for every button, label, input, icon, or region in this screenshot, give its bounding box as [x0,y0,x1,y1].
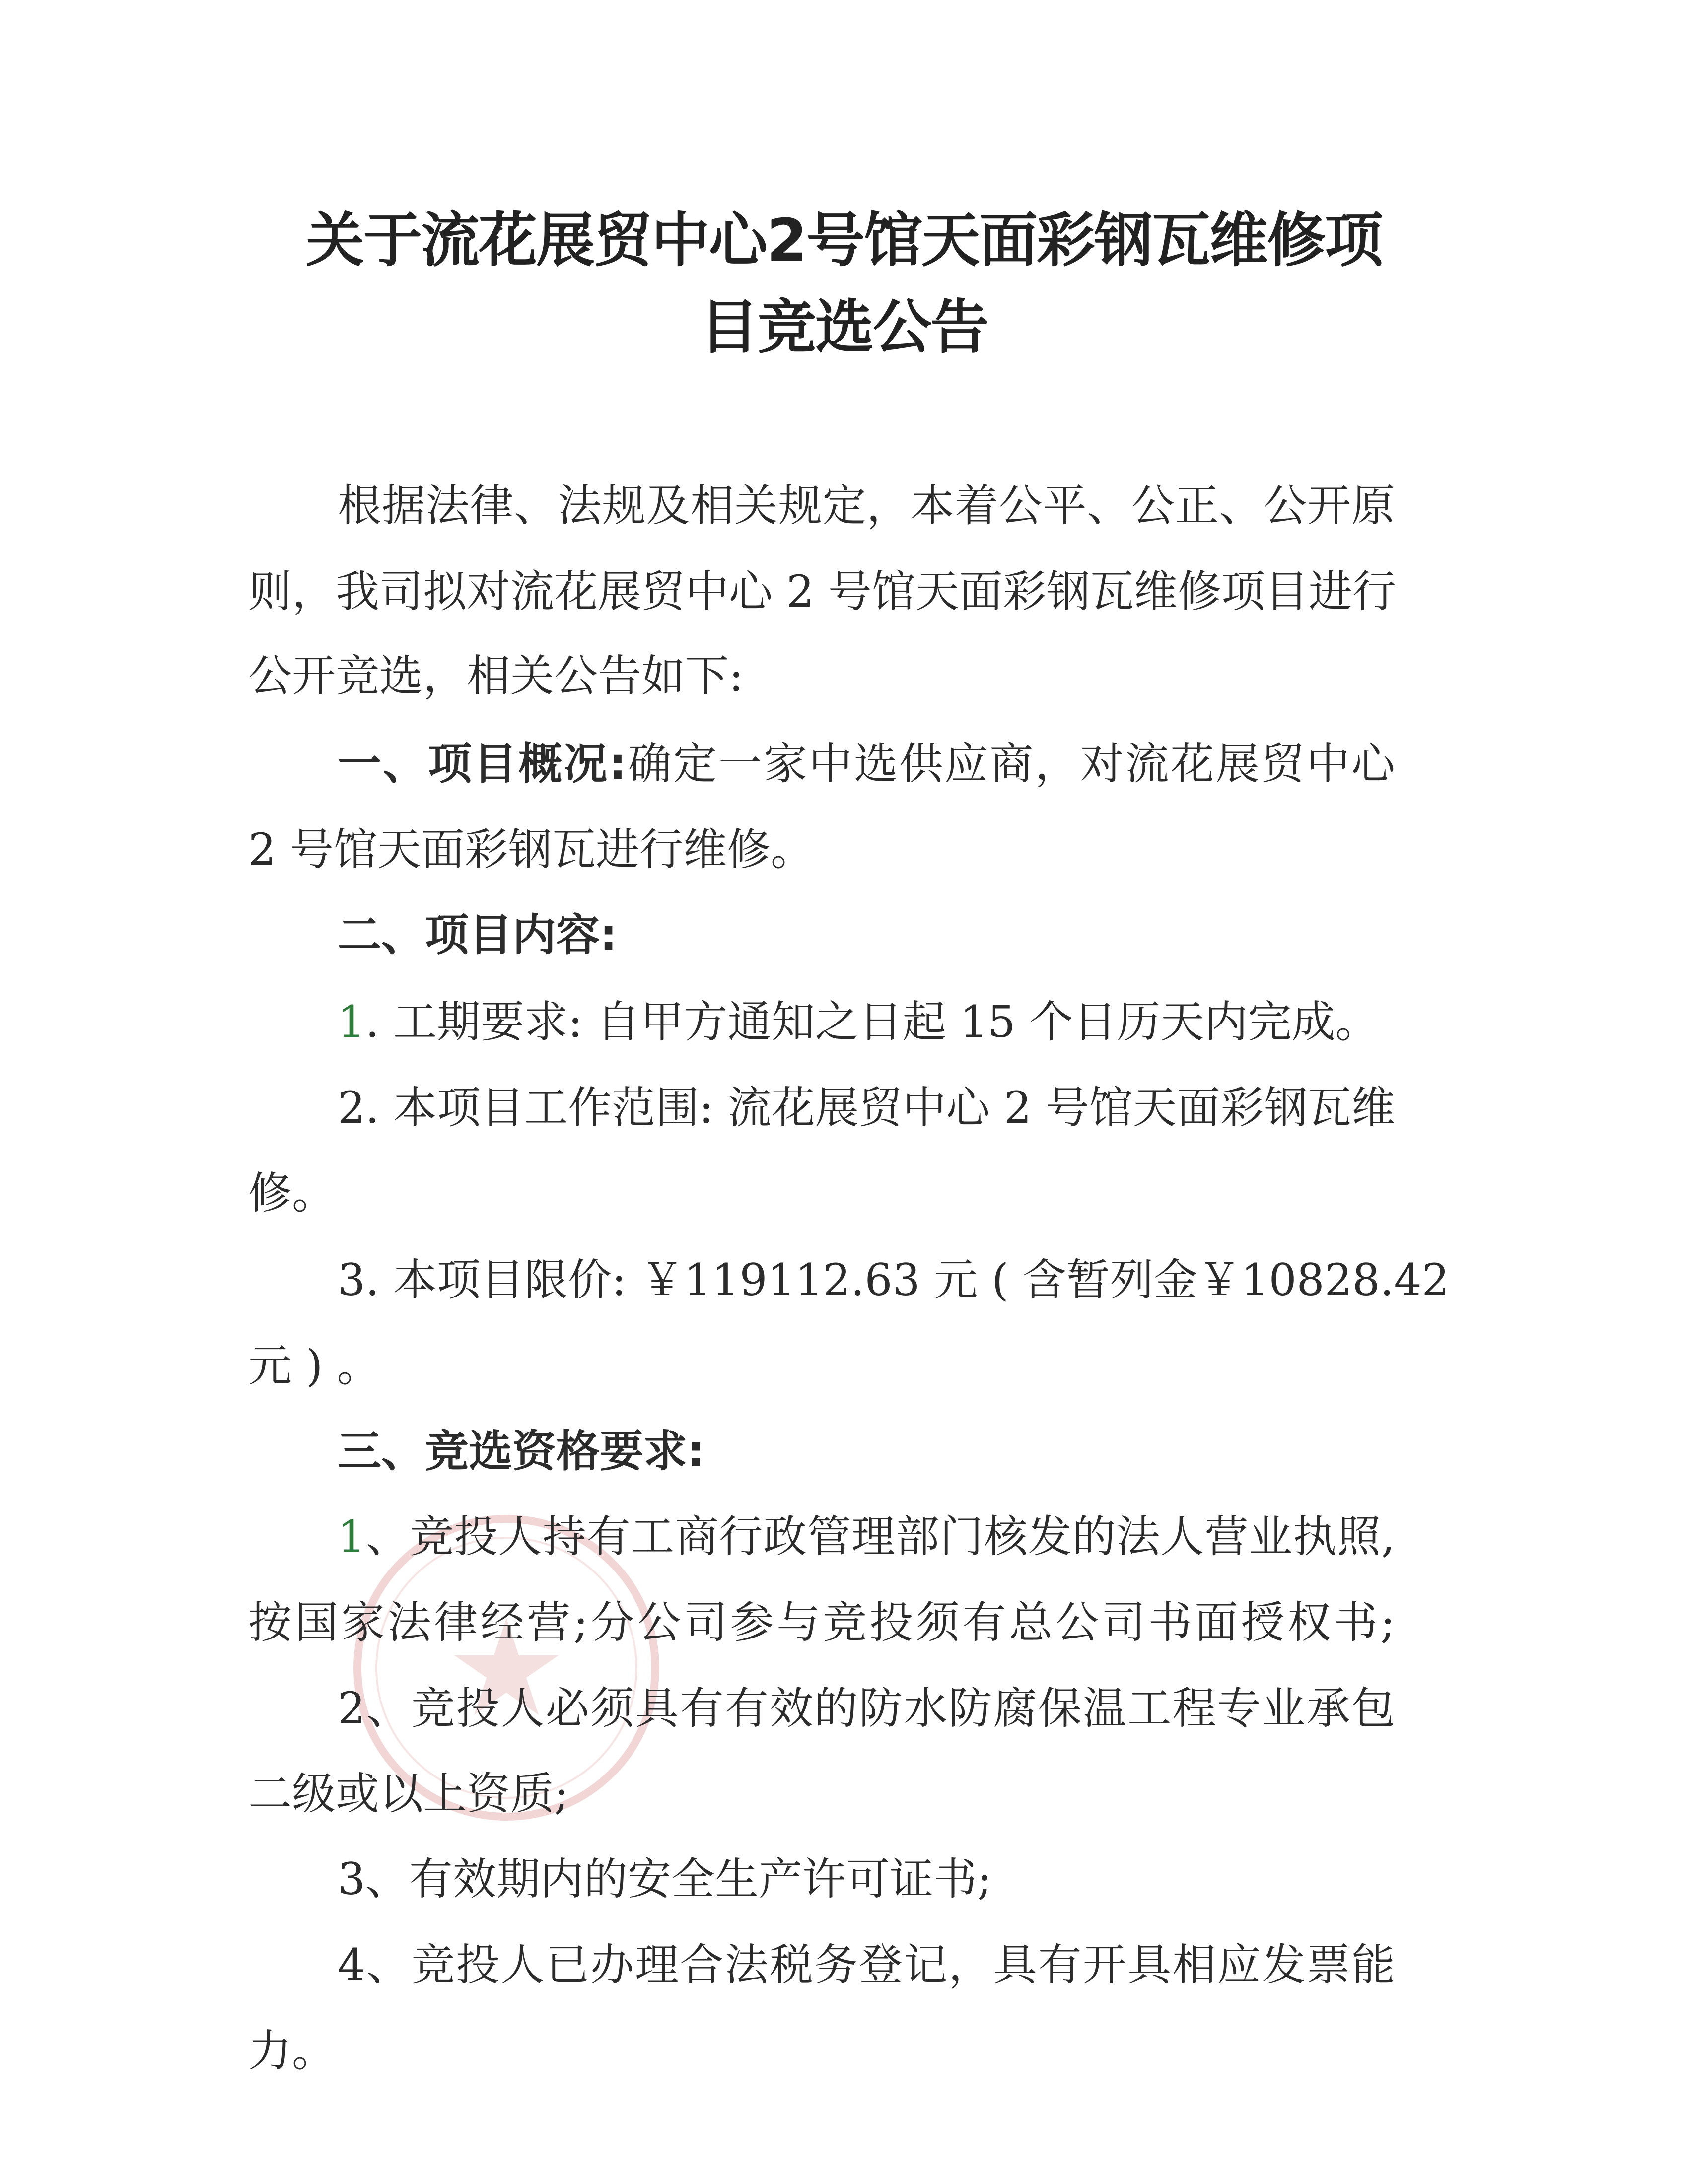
section-3-item-1-line-1 [338,1511,1395,1562]
section-2-item-1 [338,996,1395,1047]
section-2-heading: 二、项目内容: [338,909,618,960]
section-1-text: 确定一家中选供应商，对流花展贸中心 [626,738,1395,789]
section-3-item-2-line-1: 2、竞投人必须具有有效的防水防腐保温工程专业承包 [338,1683,1395,1734]
section-3-item-1-text: 、竞投人持有工商行政管理部门核发的法人营业执照, [365,1511,1395,1562]
section-2-item-2-line-2: 修。 [248,1167,336,1219]
section-2-item-1-number: 1 [338,996,365,1047]
section-3-item-1-number: 1 [338,1511,365,1562]
section-2-item-3-line-2: 元 ) 。 [248,1340,381,1391]
section-3-item-1-line-2: 按国家法律经营;分公司参与竞投须有总公司书面授权书; [248,1597,1395,1648]
section-3-item-4-line-1: 4、竞投人已办理合法税务登记，具有开具相应发票能 [338,1939,1395,1990]
section-1-heading: 一、项目概况: [338,738,627,789]
section-2-item-1-text: . 工期要求: 自甲方通知之日起 15 个日历天内完成。 [365,996,1379,1047]
section-3-item-3: 3、有效期内的安全生产许可证书; [338,1853,992,1905]
document-title-line-1: 关于流花展贸中心2号馆天面彩钢瓦维修项 [305,206,1383,274]
section-3-item-4-line-2: 力。 [248,2025,336,2076]
intro-paragraph-line-3: 公开竞选，相关公告如下: [248,650,744,701]
document-title-line-2: 目竞选公告 [700,293,988,361]
section-2-item-2-line-1: 2. 本项目工作范围: 流花展贸中心 2 号馆天面彩钢瓦维 [338,1082,1395,1133]
section-3-item-2-line-2: 二级或以上资质; [248,1768,569,1819]
section-1-line-1 [338,738,1395,789]
section-3-heading: 三、竞选资格要求: [338,1426,705,1477]
section-1-line-2: 2 号馆天面彩钢瓦进行维修。 [248,824,814,875]
intro-paragraph-line-1: 根据法律、法规及相关规定，本着公平、公正、公开原 [338,480,1395,531]
intro-paragraph-line-2: 则，我司拟对流花展贸中心 2 号馆天面彩钢瓦维修项目进行 [248,566,1396,617]
section-2-item-3-line-1: 3. 本项目限价: ￥119112.63 元 ( 含暂列金￥10828.42 [338,1254,1450,1305]
